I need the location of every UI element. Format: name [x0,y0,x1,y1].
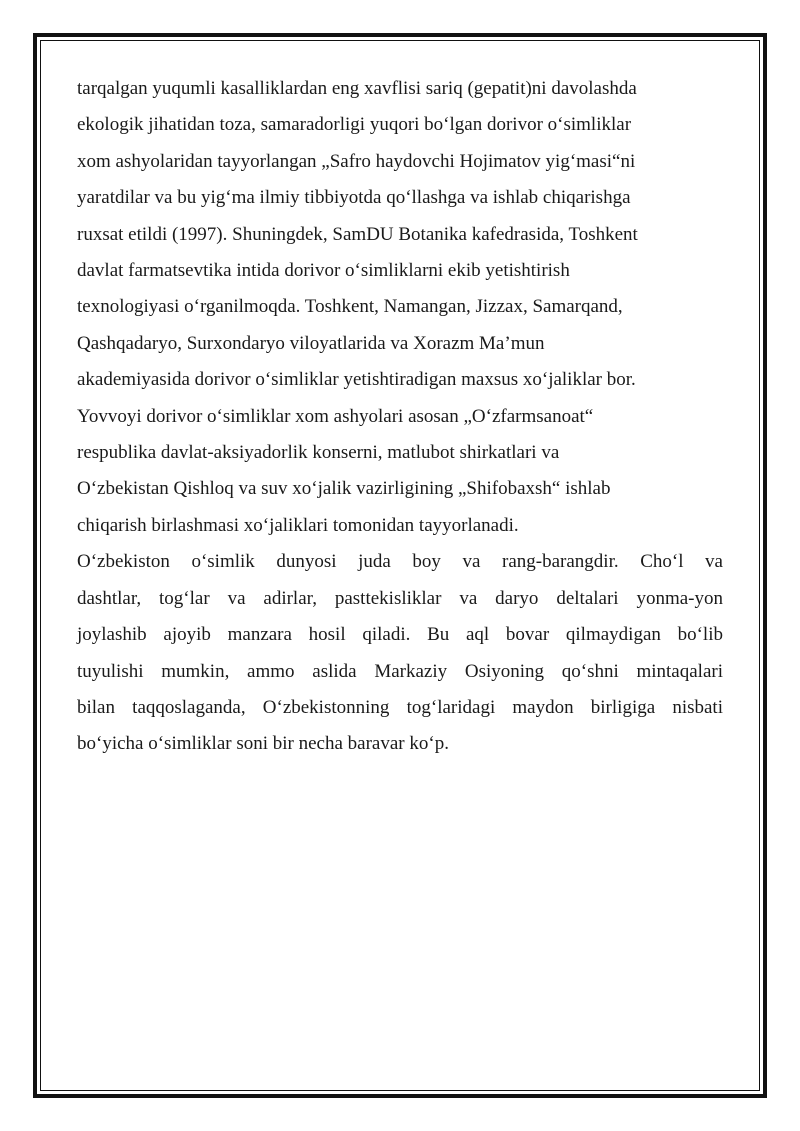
text-line: ruxsat etildi (1997). Shuningdek, SamDU Botanika kafedrasida, Toshkent [77,223,638,245]
paragraph-2 [77,544,723,762]
text-line: tarqalgan yuqumli kasalliklardan eng xavflisi sariq (gepatit)ni davolashda [77,78,637,99]
text-line: xom ashyolaridan tayyorlangan „Safro haydovchi Hojimatov yig‘masi“ni [77,150,636,172]
text-line: akademiyasida dorivor o‘simliklar yetishtiradigan maxsus xo‘jaliklar bor. [77,369,636,391]
text-line: joylashib ajoyib manzara hosil qiladi. Bu aql bovar qilmaydigan bo‘lib [77,624,723,646]
text-line: texnologiyasi o‘rganilmoqda. Toshkent, Namangan, Jizzax, Samarqand, [77,296,623,318]
text-line: O‘zbekistan Qishloq va suv xo‘jalik vazirligining „Shifobaxsh“ ishlab [77,478,611,500]
text-line: Yovvoyi dorivor o‘simliklar xom ashyolari asosan „O‘zfarmsanoat“ [77,405,594,427]
text-line: yaratdilar va bu yig‘ma ilmiy tibbiyotda qo‘llashga va ishlab chiqarishga [77,187,631,209]
text-line: O‘zbekiston o‘simlik dunyosi juda boy va rang-barangdir. Cho‘l va [77,551,723,573]
text-line: chiqarish birlashmasi xo‘jaliklari tomonidan tayyorlanadi. [77,514,519,536]
text-line: ekologik jihatidan toza, samaradorligi yuqori bo‘lgan dorivor o‘simliklar [77,114,632,136]
text-line: Qashqadaryo, Surxondaryo viloyatlarida va Xorazm Ma’mun [77,332,545,354]
document-body [77,71,723,763]
text-line: bo‘yicha o‘simliklar soni bir necha baravar ko‘p. [77,733,449,755]
text-line: respublika davlat-aksiyadorlik konserni, matlubot shirkatlari va [77,442,560,464]
paragraph-1 [77,71,723,544]
text-line: davlat farmatsevtika intida dorivor o‘simliklarni ekib yetishtirish [77,260,570,282]
text-line: tuyulishi mumkin, ammo aslida Markaziy Osiyoning qo‘shni mintaqalari [77,660,723,682]
text-line: dashtlar, tog‘lar va adirlar, pasttekisliklar va daryo deltalari yonma-yon [77,587,723,609]
text-line: bilan taqqoslaganda, O‘zbekistonning tog‘laridagi maydon birligiga nisbati [77,696,723,718]
